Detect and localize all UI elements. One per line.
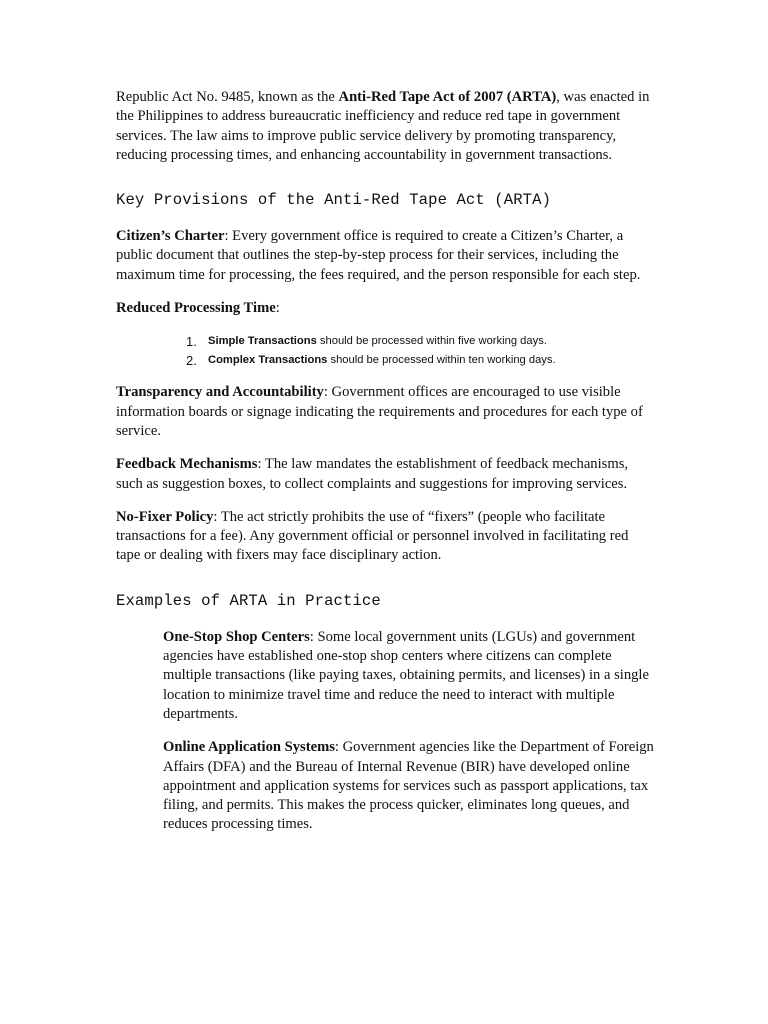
example-term: Online Application Systems [163, 739, 335, 756]
provision-text: : [275, 300, 280, 317]
intro-pre: Republic Act No. 9485, known as the [116, 89, 339, 105]
example-term: One-Stop Shop Centers [163, 628, 310, 645]
provision-text: : The law mandates the establishment of feedback mechanisms, such as suggestion boxes, to collect complaints and suggestions for improving services. [116, 456, 629, 492]
list-term: Simple Transactions [208, 335, 317, 348]
provision-transparency [116, 383, 656, 441]
provision-feedback [116, 455, 656, 494]
provision-term: Feedback Mechanisms [116, 456, 258, 473]
processing-time-list [186, 332, 726, 370]
list-number: 1. [186, 334, 197, 350]
intro-act-name: Anti-Red Tape Act of 2007 (ARTA) [338, 89, 557, 105]
list-text: should be processed within five working days. [316, 335, 547, 348]
example-text: : Some local government units (LGUs) and government agencies have established one-stop shop centers where citizens can complete multiple transactions (like paying taxes, obtaining permits, and licenses) in a single location to minimize travel time and reduce the need to interact with multiple departments. [163, 628, 649, 722]
provision-citizens-charter [116, 227, 656, 285]
list-item-content [208, 351, 556, 370]
heading-key-provisions: Key Provisions of the Anti-Red Tape Act (ARTA) [116, 191, 552, 210]
example-text: : Government agencies like the Department of Foreign Affairs (DFA) and the Bureau of Internal Revenue (BIR) have developed online appointment and application systems for services such as passport applications, tax filing, and permits. This makes the process quicker, eliminates long queues, and reduces processing times. [163, 739, 654, 833]
provision-text: : The act strictly prohibits the use of “fixers” (people who facilitate transactions for a fee). Any government official or personnel involved in facilitating red tape or dealing with fixers may face disciplinary action. [116, 508, 629, 564]
provision-reduced-processing-time [116, 299, 656, 318]
example-one-stop-shop [163, 628, 656, 724]
provision-term: Transparency and Accountability [116, 384, 324, 401]
list-term: Complex Transactions [208, 354, 328, 367]
heading-examples: Examples of ARTA in Practice [116, 591, 381, 610]
intro-paragraph [116, 88, 656, 165]
list-number: 2. [186, 353, 197, 369]
list-item [186, 332, 726, 351]
list-text: should be processed within ten working days. [327, 354, 556, 367]
provision-no-fixer [116, 508, 656, 566]
list-item-content [208, 332, 547, 351]
list-item [186, 351, 726, 370]
example-online-application [163, 738, 656, 834]
document-page [116, 88, 656, 835]
provision-text: : Every government office is required to create a Citizen’s Charter, a public document that outlines the step-by-step process for their services, including the maximum time for processing, the fees required, and the person responsible for each step. [116, 228, 641, 283]
provision-term: No-Fixer Policy [116, 508, 214, 525]
provision-text: : Government offices are encouraged to use visible information boards or signage indicating the requirements and procedures for each type of service. [116, 384, 643, 439]
provision-term: Citizen’s Charter [116, 228, 225, 245]
provision-term: Reduced Processing Time [116, 300, 276, 317]
intro-post: , was enacted in the Philippines to address bureaucratic inefficiency and reduce red tape in government services. The law aims to improve public service delivery by promoting transparency, reducing processing times, and enhancing accountability in government transactions. [116, 89, 650, 163]
